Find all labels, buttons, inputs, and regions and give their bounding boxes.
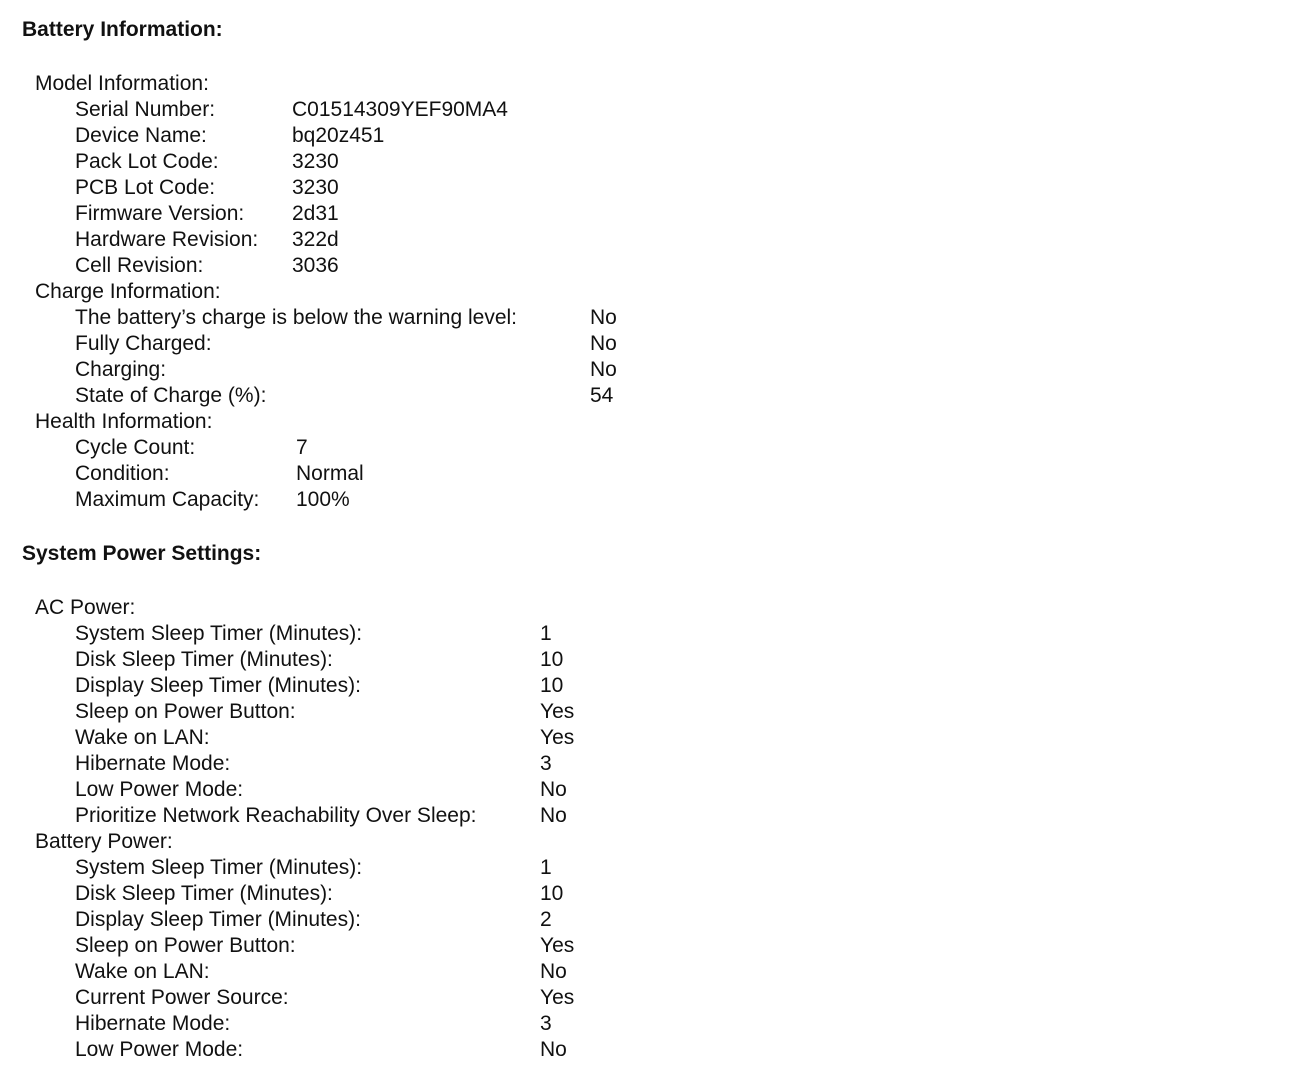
firmware-version-label: Firmware Version:: [75, 202, 245, 225]
condition-value: Normal: [296, 462, 364, 485]
batt-wake-on-lan-value: No: [540, 960, 567, 983]
fully-charged-value: No: [590, 332, 617, 355]
batt-disk-sleep-timer-value: 10: [540, 882, 564, 905]
ac-system-sleep-timer-label: System Sleep Timer (Minutes):: [75, 622, 363, 645]
battery-information-heading: Battery Information:: [22, 18, 223, 41]
pack-lot-code-value: 3230: [292, 150, 339, 173]
cell-revision-value: 3036: [292, 254, 339, 277]
cell-revision-label: Cell Revision:: [75, 254, 204, 277]
maximum-capacity-value: 100%: [296, 488, 350, 511]
ac-hibernate-mode-value: 3: [540, 752, 552, 775]
ac-display-sleep-timer-label: Display Sleep Timer (Minutes):: [75, 674, 361, 697]
charging-value: No: [590, 358, 617, 381]
serial-number-label: Serial Number:: [75, 98, 216, 121]
fully-charged-label: Fully Charged:: [75, 332, 212, 355]
ac-wake-on-lan-value: Yes: [540, 726, 575, 749]
batt-system-sleep-timer-label: System Sleep Timer (Minutes):: [75, 856, 363, 879]
charging-label: Charging:: [75, 358, 167, 381]
batt-hibernate-mode-value: 3: [540, 1012, 552, 1035]
batt-current-power-source-value: Yes: [540, 986, 575, 1009]
state-of-charge-value: 54: [590, 384, 614, 407]
ac-wake-on-lan-label: Wake on LAN:: [75, 726, 210, 749]
ac-low-power-mode-label: Low Power Mode:: [75, 778, 244, 801]
cycle-count-value: 7: [296, 436, 308, 459]
below-warning-level-value: No: [590, 306, 617, 329]
ac-sleep-on-power-button-label: Sleep on Power Button:: [75, 700, 296, 723]
cycle-count-label: Cycle Count:: [75, 436, 196, 459]
pack-lot-code-label: Pack Lot Code:: [75, 150, 219, 173]
ac-disk-sleep-timer-value: 10: [540, 648, 564, 671]
batt-low-power-mode-value: No: [540, 1038, 567, 1061]
ac-hibernate-mode-label: Hibernate Mode:: [75, 752, 231, 775]
ac-prioritize-network-label: Prioritize Network Reachability Over Sleep:: [75, 804, 477, 827]
battery-power-heading: Battery Power:: [35, 830, 173, 853]
batt-hibernate-mode-label: Hibernate Mode:: [75, 1012, 231, 1035]
condition-label: Condition:: [75, 462, 170, 485]
ac-prioritize-network-value: No: [540, 804, 567, 827]
charge-information-heading: Charge Information:: [35, 280, 221, 303]
below-warning-level-label: The battery’s charge is below the warning level:: [75, 306, 518, 329]
batt-display-sleep-timer-value: 2: [540, 908, 552, 931]
batt-sleep-on-power-button-label: Sleep on Power Button:: [75, 934, 296, 957]
batt-current-power-source-label: Current Power Source:: [75, 986, 289, 1009]
maximum-capacity-label: Maximum Capacity:: [75, 488, 260, 511]
pcb-lot-code-label: PCB Lot Code:: [75, 176, 216, 199]
ac-display-sleep-timer-value: 10: [540, 674, 564, 697]
pcb-lot-code-value: 3230: [292, 176, 339, 199]
ac-power-heading: AC Power:: [35, 596, 136, 619]
serial-number-value: C01514309YEF90MA4: [292, 98, 508, 121]
health-information-heading: Health Information:: [35, 410, 213, 433]
firmware-version-value: 2d31: [292, 202, 339, 225]
ac-sleep-on-power-button-value: Yes: [540, 700, 575, 723]
state-of-charge-label: State of Charge (%):: [75, 384, 267, 407]
batt-display-sleep-timer-label: Display Sleep Timer (Minutes):: [75, 908, 361, 931]
batt-low-power-mode-label: Low Power Mode:: [75, 1038, 244, 1061]
ac-low-power-mode-value: No: [540, 778, 567, 801]
batt-system-sleep-timer-value: 1: [540, 856, 552, 879]
device-name-label: Device Name:: [75, 124, 207, 147]
hardware-revision-label: Hardware Revision:: [75, 228, 259, 251]
batt-sleep-on-power-button-value: Yes: [540, 934, 575, 957]
batt-wake-on-lan-label: Wake on LAN:: [75, 960, 210, 983]
batt-disk-sleep-timer-label: Disk Sleep Timer (Minutes):: [75, 882, 333, 905]
hardware-revision-value: 322d: [292, 228, 339, 251]
model-information-heading: Model Information:: [35, 72, 209, 95]
system-power-settings-heading: System Power Settings:: [22, 542, 262, 565]
ac-disk-sleep-timer-label: Disk Sleep Timer (Minutes):: [75, 648, 333, 671]
ac-system-sleep-timer-value: 1: [540, 622, 552, 645]
device-name-value: bq20z451: [292, 124, 385, 147]
